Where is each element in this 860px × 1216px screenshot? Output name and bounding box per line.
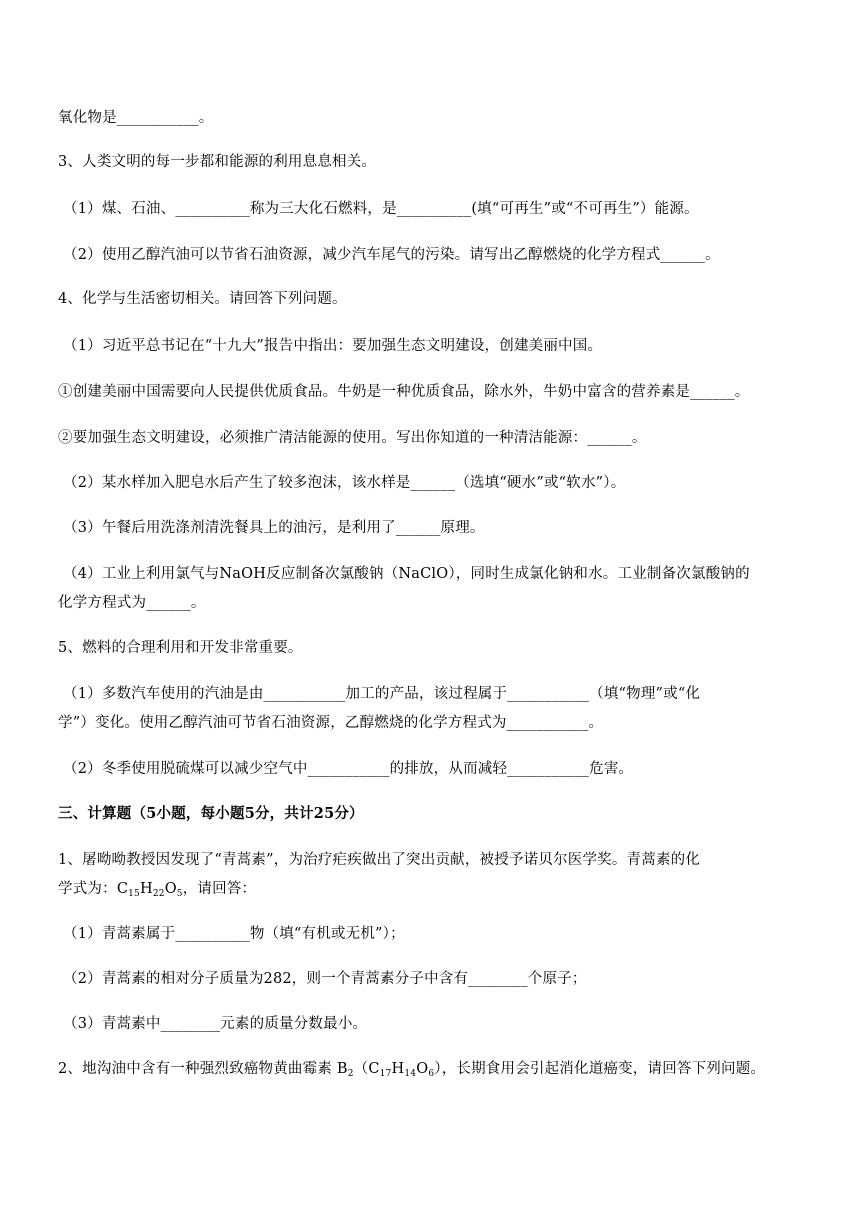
- chem-symbol: H: [391, 1061, 405, 1077]
- sub-question: （2）某水样加入肥皂水后产生了较多泡沫，该水样是______（选填“硬水”或“软水”）。: [63, 475, 626, 491]
- chem-symbol: C: [368, 1061, 380, 1077]
- text-line: 学”）变化。使用乙醇汽油可节省石油资源，乙醇燃烧的化学方程式为___________。: [58, 715, 604, 731]
- sub-question: ②要加强生态文明建设，必须推广清洁能源的使用。写出你知道的一种清洁能源：______。: [58, 430, 647, 446]
- question-heading: 5、燃料的合理利用和开发非常重要。: [58, 640, 303, 656]
- sub-question: （4）工业上利用氯气与NaOH反应制备次氯酸钠（NaClO），同时生成氯化钠和水。工业制备次氯酸钠的: [63, 566, 750, 582]
- question-heading: 3、人类文明的每一步都和能源的利用息息相关。: [58, 154, 377, 170]
- chem-symbol: O: [416, 1061, 429, 1077]
- question-heading: [58, 1059, 765, 1079]
- text-fragment: 学式为：: [58, 881, 117, 897]
- sub-question: （1）煤、石油、__________称为三大化石燃料，是__________(填“可再生”或“不可再生”）能源。: [63, 201, 699, 217]
- chem-subscript: 22: [152, 889, 165, 899]
- sub-question: （1）多数汽车使用的汽油是由___________加工的产品，该过程属于___________（填“物理”或“化: [63, 686, 701, 702]
- sub-question: （2）青蒿素的相对分子质量为282，则一个青蒿素分子中含有________个原子；: [63, 971, 587, 987]
- chem-symbol: C: [116, 881, 129, 897]
- text-fragment: （: [353, 1061, 369, 1077]
- sub-question: （2）使用乙醇汽油可以节省石油资源，减少汽车尾气的污染。请写出乙醇燃烧的化学方程式______。: [63, 247, 720, 263]
- sub-question: （1）青蒿素属于__________物（填“有机或无机”）；: [63, 926, 405, 942]
- chem-subscript: 2: [347, 1069, 354, 1079]
- chem-subscript: 15: [128, 889, 140, 899]
- chem-subscript: 6: [428, 1069, 435, 1079]
- chem-symbol: H: [139, 881, 153, 897]
- sub-question: （3）午餐后用洗涤剂清洗餐具上的油污，是利用了______原理。: [63, 520, 485, 536]
- text-line: 化学方程式为______。: [58, 595, 206, 611]
- chem-subscript: 14: [404, 1069, 417, 1079]
- chem-symbol: O: [164, 881, 177, 897]
- sub-question: （2）冬季使用脱硫煤可以减少空气中___________的排放，从而减轻___________危害。: [63, 761, 634, 777]
- text-fragment: ），长期食用会引起消化道癌变，请回答下列问题。: [434, 1061, 766, 1077]
- text-fragment: ，请回答：: [182, 881, 257, 897]
- chem-subscript: 17: [379, 1069, 392, 1079]
- question-heading: 4、化学与生活密切相关。请回答下列问题。: [58, 291, 347, 307]
- sub-question: （3）青蒿素中________元素的质量分数最小。: [63, 1016, 368, 1032]
- question-heading: 1、屠呦呦教授因发现了“青蒿素”，为治疗疟疾做出了突出贡献，被授予诺贝尔医学奖。青蒿素的化: [58, 852, 701, 868]
- text-fragment: 2、地沟油中含有一种强烈致癌物黄曲霉素 B: [58, 1061, 348, 1077]
- sub-question: （1）习近平总书记在“十九大”报告中指出：要加强生态文明建设，创建美丽中国。: [63, 338, 603, 354]
- text-line: 氧化物是___________。: [58, 110, 214, 126]
- formula-line: [58, 879, 256, 899]
- chem-subscript: 5: [176, 889, 183, 899]
- section-heading: 三、计算题（5小题，每小题5分，共计25分）: [58, 805, 364, 822]
- sub-question: ①创建美丽中国需要向人民提供优质食品。牛奶是一种优质食品，除水外，牛奶中富含的营养素是______。: [58, 384, 750, 400]
